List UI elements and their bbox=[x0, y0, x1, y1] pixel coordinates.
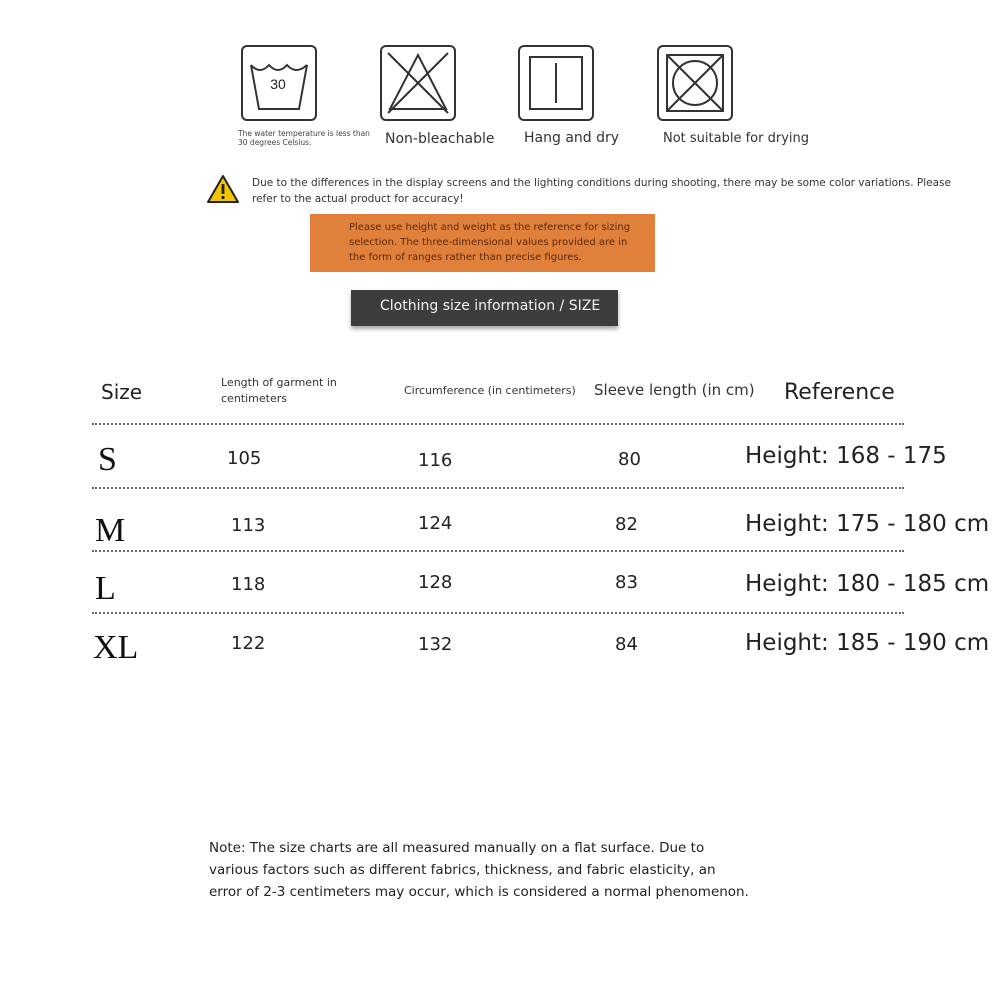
warning-icon bbox=[206, 174, 240, 204]
non-bleach-label: Non-bleachable bbox=[385, 131, 495, 147]
size-s: S bbox=[98, 441, 117, 478]
header-length: Length of garment in centimeters bbox=[221, 376, 337, 405]
reference-m: Height: 175 - 180 cm bbox=[745, 511, 990, 537]
reference-xl: Height: 185 - 190 cm bbox=[745, 630, 990, 656]
no-dry-label: Not suitable for drying bbox=[663, 131, 809, 146]
length-l: 118 bbox=[231, 574, 266, 595]
sizing-notice-text: Please use height and weight as the reference for sizing selection. The three-dimensional values provided are in the form of ranges rather than precise figures. bbox=[349, 222, 631, 263]
sleeve-xl: 84 bbox=[615, 634, 638, 655]
circumference-s: 116 bbox=[418, 450, 453, 471]
sleeve-m: 82 bbox=[615, 514, 638, 535]
size-l: L bbox=[95, 570, 116, 607]
sleeve-s: 80 bbox=[618, 449, 641, 470]
wash-caption: The water temperature is less than 30 degrees Celsius. bbox=[238, 129, 370, 147]
non-bleach-icon bbox=[380, 45, 456, 121]
size-m: M bbox=[95, 512, 126, 549]
wash-30-icon bbox=[241, 45, 317, 121]
sleeve-l: 83 bbox=[615, 572, 638, 593]
length-xl: 122 bbox=[231, 633, 266, 654]
circumference-m: 124 bbox=[418, 513, 453, 534]
table-divider bbox=[92, 487, 904, 489]
reference-l: Height: 180 - 185 cm bbox=[745, 571, 990, 597]
no-tumble-dry-icon bbox=[657, 45, 733, 121]
size-info-title: Clothing size information / SIZE bbox=[380, 298, 601, 314]
header-size: Size bbox=[101, 380, 143, 404]
length-s: 105 bbox=[227, 448, 262, 469]
reference-s: Height: 168 - 175 bbox=[745, 443, 947, 469]
measurement-note: Note: The size charts are all measured manually on a flat surface. Due to various factors such as different fabrics, thickness, and fabric elasticity, an error of 2-3 centimeters may occur, which is considered a normal phenomenon. bbox=[209, 840, 749, 900]
table-divider bbox=[92, 612, 904, 614]
circumference-xl: 132 bbox=[418, 634, 453, 655]
table-divider bbox=[92, 550, 904, 552]
warning-text: Due to the differences in the display screens and the lighting conditions during shooting, there may be some color variations. Please refer to the actual product for accuracy! bbox=[252, 177, 951, 205]
header-reference: Reference bbox=[784, 380, 895, 405]
table-divider bbox=[92, 423, 904, 425]
size-xl: XL bbox=[93, 629, 139, 666]
header-sleeve: Sleeve length (in cm) bbox=[594, 381, 755, 399]
header-circumference: Circumference (in centimeters) bbox=[404, 384, 576, 397]
hang-dry-icon bbox=[518, 45, 594, 121]
circumference-l: 128 bbox=[418, 572, 453, 593]
wash-temp-text: 30 bbox=[270, 76, 286, 92]
hang-dry-label: Hang and dry bbox=[524, 130, 620, 146]
length-m: 113 bbox=[231, 515, 266, 536]
